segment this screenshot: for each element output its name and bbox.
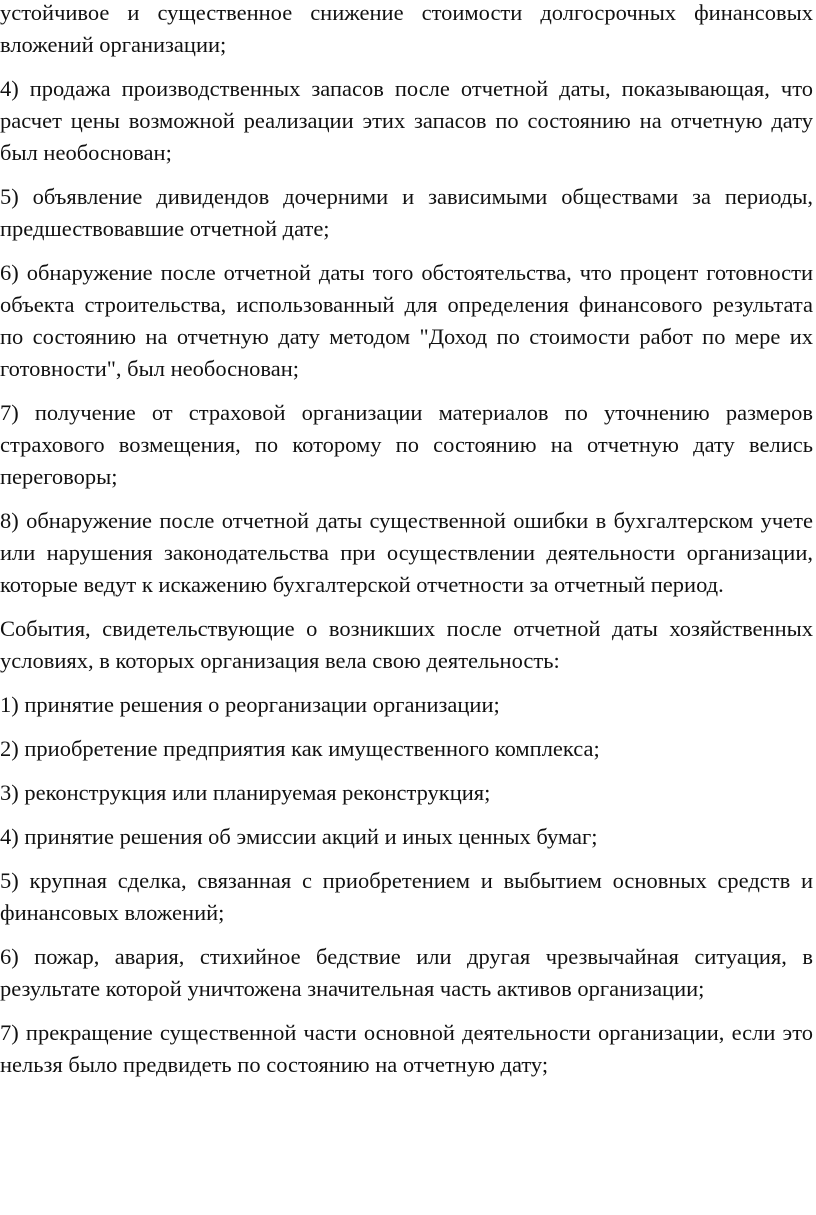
list-item-7-insurance: 7) получение от страховой организации материалов по уточнению размеров страхового возмещения, по которому по состоянию на отчетную дату велись переговоры; <box>0 400 813 489</box>
list-item-4-share-issue: 4) принятие решения об эмиссии акций и иных ценных бумаг; <box>0 824 598 849</box>
list-item-2-acquisition: 2) приобретение предприятия как имущественного комплекса; <box>0 736 600 761</box>
list-item-3-reconstruction: 3) реконструкция или планируемая реконструкция; <box>0 780 491 805</box>
list-item-5-dividends: 5) объявление дивидендов дочерними и зависимыми обществами за периоды, предшествовавшие отчетной дате; <box>0 184 813 241</box>
list-item-6-emergency: 6) пожар, авария, стихийное бедствие или другая чрезвычайная ситуация, в результате которой уничтожена значительная часть активов организации; <box>0 944 813 1001</box>
paragraph-continuation: устойчивое и существенное снижение стоимости долгосрочных финансовых вложений организации; <box>0 0 813 57</box>
list-item-4-inventory-sale: 4) продажа производственных запасов после отчетной даты, показывающая, что расчет цены возможной реализации этих запасов по состоянию на отчетную дату был необоснован; <box>0 76 813 165</box>
section-intro-paragraph: События, свидетельствующие о возникших после отчетной даты хозяйственных условиях, в которых организация вела свою деятельность: <box>0 616 813 673</box>
list-item-8-accounting-error: 8) обнаружение после отчетной даты существенной ошибки в бухгалтерском учете или нарушения законодательства при осуществлении деятельности организации, которые ведут к искажению бухгалтерской отчетности за отчетный период. <box>0 508 813 597</box>
list-item-5-major-deal: 5) крупная сделка, связанная с приобретением и выбытием основных средств и финансовых вложений; <box>0 868 813 925</box>
list-item-6-construction-readiness: 6) обнаружение после отчетной даты того обстоятельства, что процент готовности объекта строительства, использованный для определения финансового результата по состоянию на отчетную дату методом "Доход по стоимости работ по мере их готовности", был необоснован; <box>0 260 813 381</box>
list-item-1-reorganization: 1) принятие решения о реорганизации организации; <box>0 692 500 717</box>
list-item-7-activity-termination: 7) прекращение существенной части основной деятельности организации, если это нельзя было предвидеть по состоянию на отчетную дату; <box>0 1020 813 1077</box>
